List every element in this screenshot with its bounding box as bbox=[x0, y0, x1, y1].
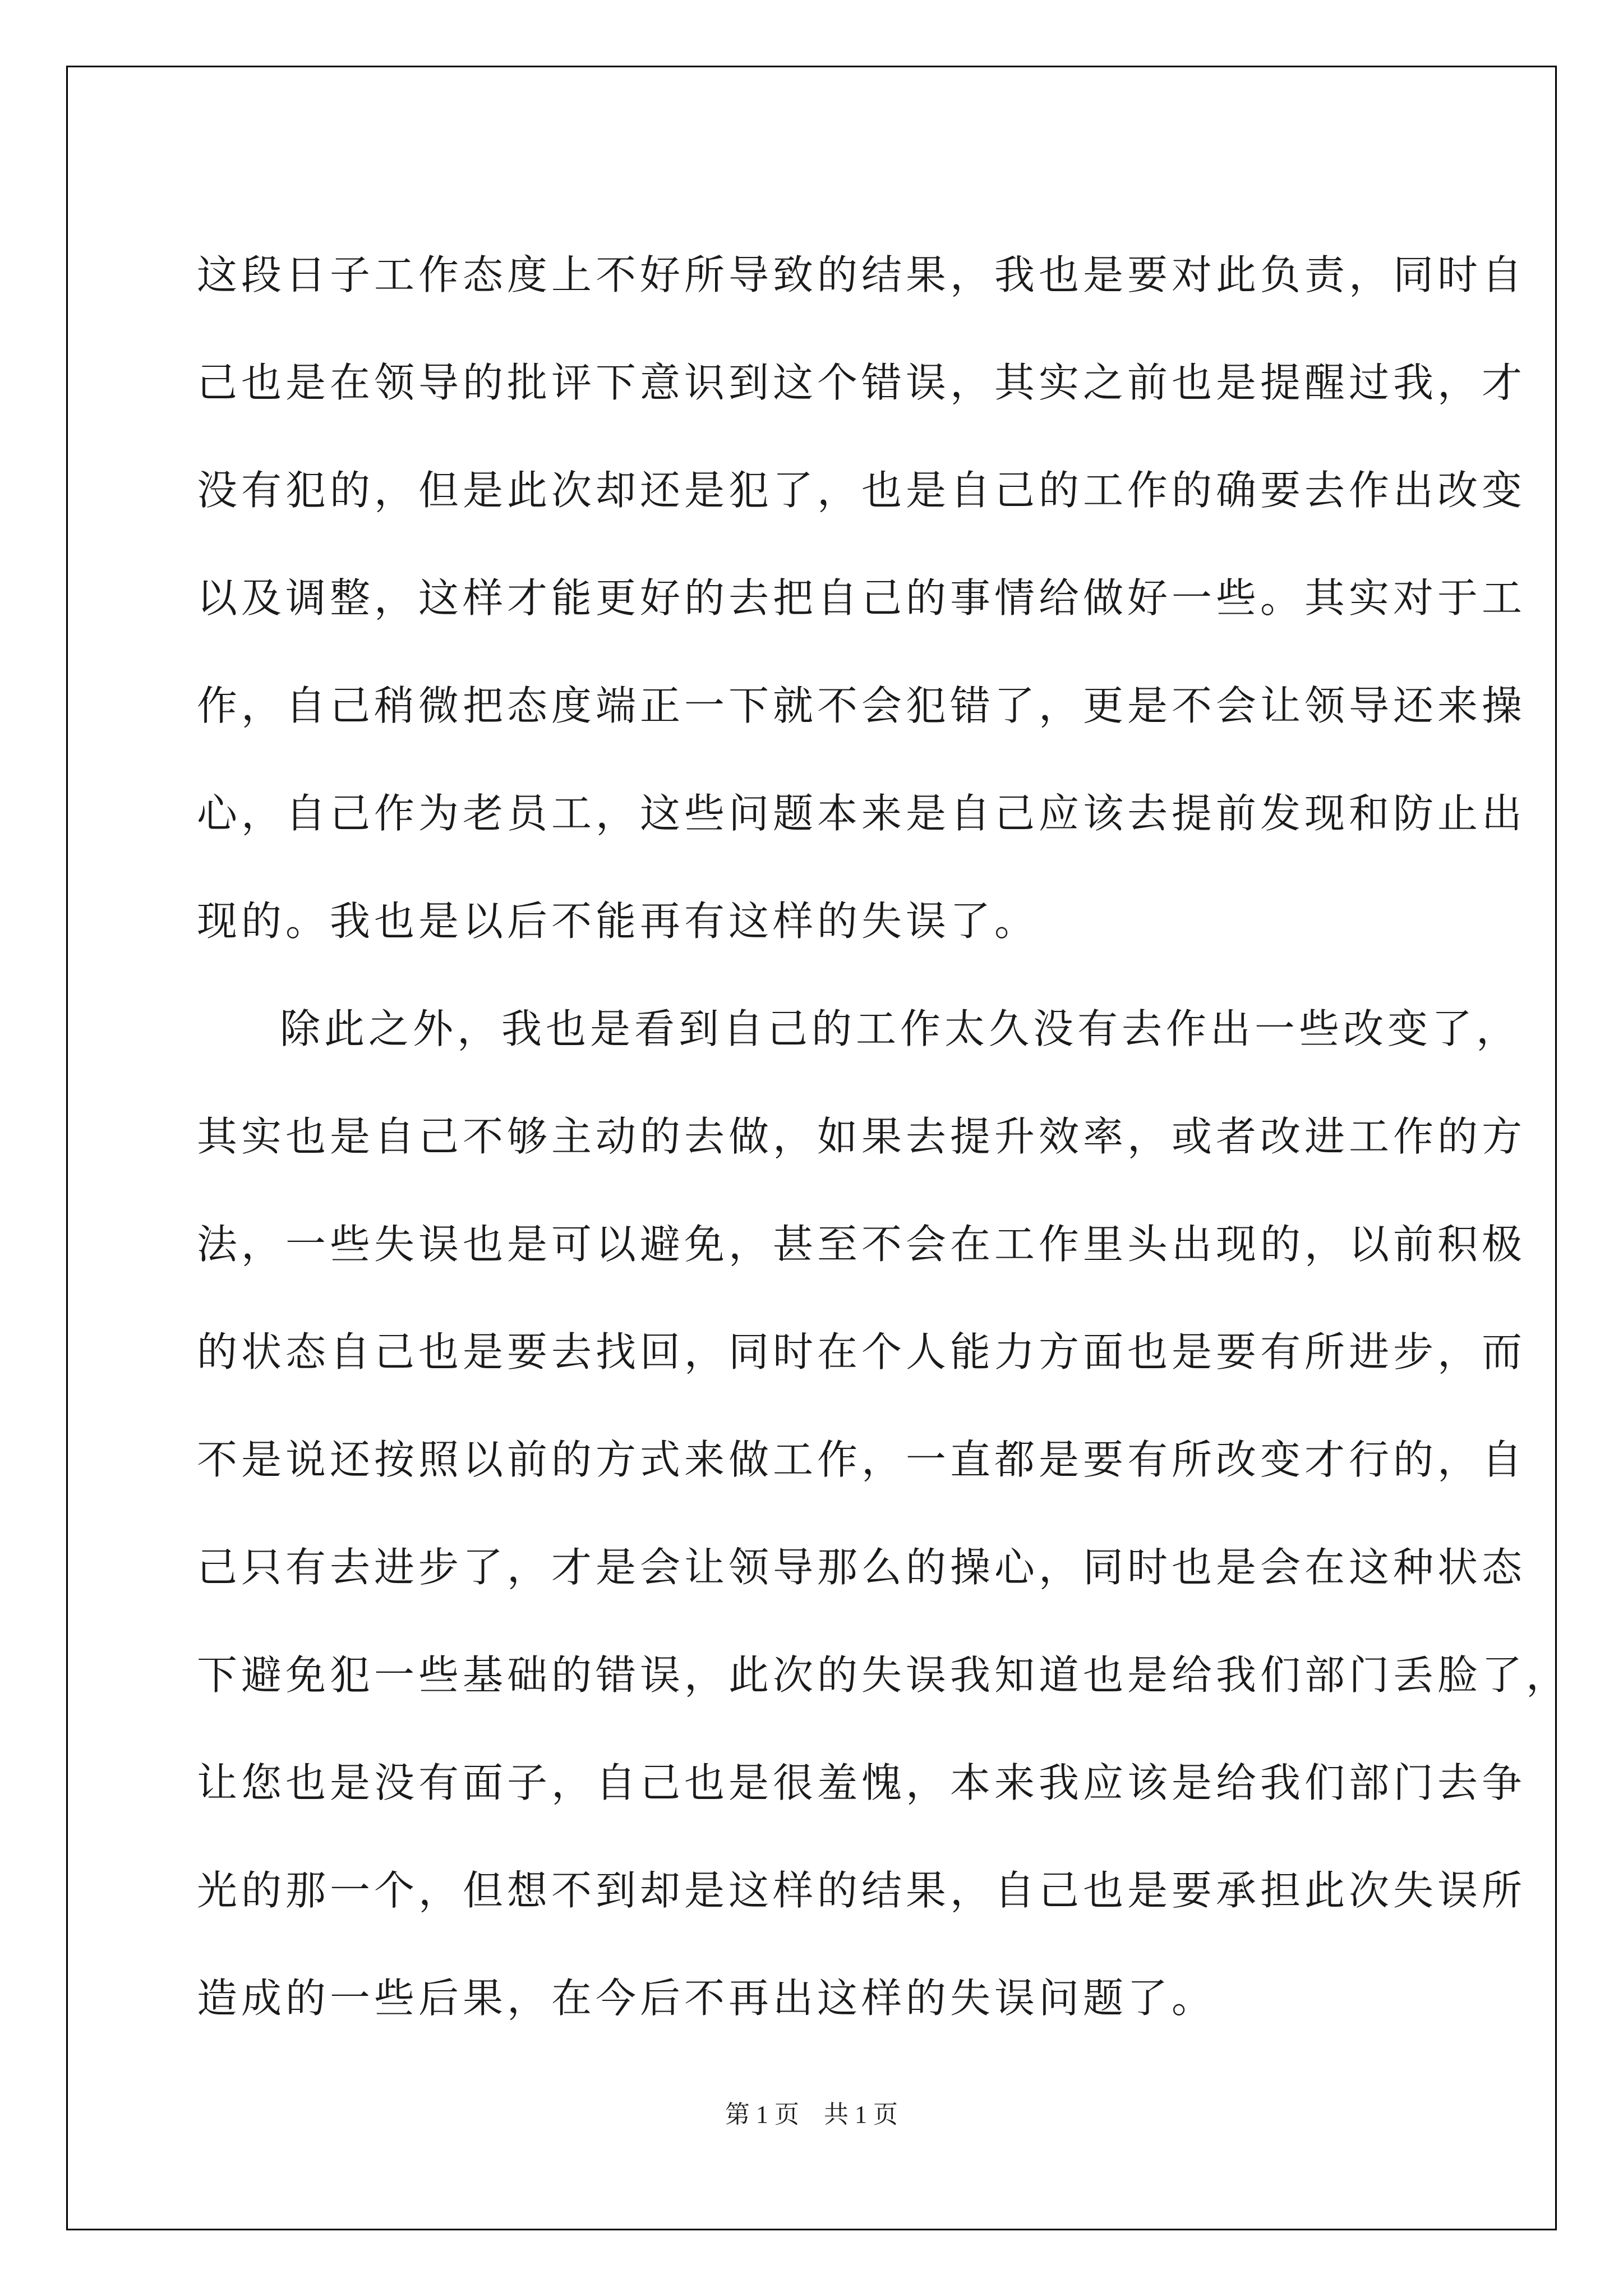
text-line: 除此之外，我也是看到自己的工作太久没有去作出一些改变了， bbox=[280, 1005, 1521, 1052]
text-line: 其实也是自己不够主动的去做，如果去提升效率，或者改进工作的方 bbox=[197, 1113, 1527, 1160]
text-line: 作，自己稍微把态度端正一下就不会犯错了，更是不会让领导还来操 bbox=[197, 682, 1527, 729]
text-line: 的状态自己也是要去找回，同时在个人能力方面也是要有所进步，而 bbox=[197, 1328, 1527, 1375]
text-line: 这段日子工作态度上不好所导致的结果，我也是要对此负责，同时自 bbox=[197, 251, 1527, 298]
text-line: 光的那一个，但想不到却是这样的结果，自己也是要承担此次失误所 bbox=[197, 1867, 1527, 1914]
text-line: 己只有去进步了，才是会让领导那么的操心，同时也是会在这种状态 bbox=[197, 1544, 1527, 1591]
text-line: 法，一些失误也是可以避免，甚至不会在工作里头出现的，以前积极 bbox=[197, 1221, 1527, 1268]
text-line: 己也是在领导的批评下意识到这个错误，其实之前也是提醒过我，才 bbox=[197, 359, 1527, 406]
page-number: 第 1 页 共 1 页 bbox=[725, 2101, 898, 2128]
text-line: 现的。我也是以后不能再有这样的失误了。 bbox=[197, 898, 1039, 945]
document-body bbox=[197, 221, 1571, 2052]
text-line: 不是说还按照以前的方式来做工作，一直都是要有所改变才行的，自 bbox=[197, 1436, 1527, 1483]
text-line: 没有犯的，但是此次却还是犯了，也是自己的工作的确要去作出改变 bbox=[197, 467, 1527, 514]
text-line: 让您也是没有面子，自己也是很羞愧，本来我应该是给我们部门去争 bbox=[197, 1759, 1527, 1806]
text-line: 下避免犯一些基础的错误，此次的失误我知道也是给我们部门丢脸了， bbox=[197, 1651, 1571, 1699]
text-line: 以及调整，这样才能更好的去把自己的事情给做好一些。其实对于工 bbox=[197, 574, 1527, 622]
text-line: 造成的一些后果，在今后不再出这样的失误问题了。 bbox=[197, 1975, 1216, 2022]
text-line: 心，自己作为老员工，这些问题本来是自己应该去提前发现和防止出 bbox=[197, 790, 1527, 837]
